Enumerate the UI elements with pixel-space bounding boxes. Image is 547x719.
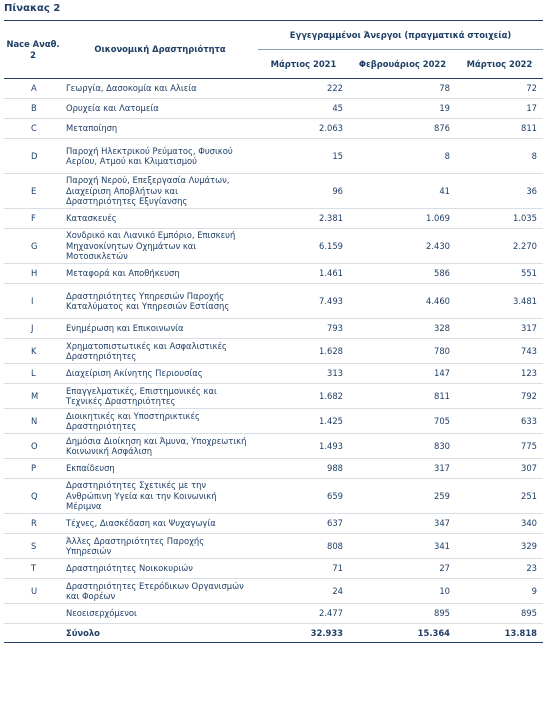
row-value-2: 347 [349,514,456,534]
table-row [4,604,543,624]
table-row [4,209,543,229]
table-row [4,384,543,409]
row-activity: Κατασκευές [62,209,258,229]
row-value-2: 341 [349,534,456,559]
row-code: B [4,99,62,119]
table-row [4,229,543,264]
row-activity: Δραστηριότητες Σχετικές με την Ανθρώπινη Υγεία και την Κοινωνική Μέριμνα [62,479,258,514]
table-row [4,139,543,174]
row-value-3: 340 [456,514,543,534]
row-value-2: 4.460 [349,284,456,319]
table-body [4,79,543,624]
header-group: Εγγεγραμμένοι Άνεργοι (πραγματικά στοιχεία) [258,21,543,50]
row-activity: Δραστηριότητες Νοικοκυριών [62,559,258,579]
table-row [4,534,543,559]
total-value-3: 13.818 [456,624,543,643]
row-value-1: 222 [258,79,349,99]
table-row [4,364,543,384]
row-activity: Γεωργία, Δασοκομία και Αλιεία [62,79,258,99]
table-row [4,559,543,579]
row-value-1: 1.628 [258,339,349,364]
row-code: C [4,119,62,139]
row-value-2: 41 [349,174,456,209]
row-activity: Μεταποίηση [62,119,258,139]
row-value-2: 895 [349,604,456,624]
row-code: I [4,284,62,319]
row-code: E [4,174,62,209]
row-code: R [4,514,62,534]
row-value-1: 1.461 [258,264,349,284]
row-value-2: 780 [349,339,456,364]
row-activity: Νεοεισερχόμενοι [62,604,258,624]
row-activity: Δραστηριότητες Υπηρεσιών Παροχής Καταλύματος και Υπηρεσιών Εστίασης [62,284,258,319]
row-value-3: 8 [456,139,543,174]
row-value-1: 988 [258,459,349,479]
total-code [4,624,62,643]
row-value-3: 72 [456,79,543,99]
row-activity: Τέχνες, Διασκέδαση και Ψυχαγωγία [62,514,258,534]
row-value-2: 19 [349,99,456,119]
header-period-2: Φεβρουάριος 2022 [349,50,456,79]
row-activity: Ορυχεία και Λατομεία [62,99,258,119]
row-value-2: 328 [349,319,456,339]
row-value-1: 659 [258,479,349,514]
row-activity: Διοικητικές και Υποστηρικτικές Δραστηριότητες [62,409,258,434]
table-caption: Πίνακας 2 [4,3,61,14]
row-value-3: 811 [456,119,543,139]
row-value-2: 830 [349,434,456,459]
row-activity: Παροχή Νερού, Επεξεργασία Λυμάτων, Διαχείριση Αποβλήτων και Δραστηριότητες Εξυγίανσης [62,174,258,209]
table-row [4,434,543,459]
row-value-3: 1.035 [456,209,543,229]
table-row [4,99,543,119]
table-row [4,79,543,99]
row-code: F [4,209,62,229]
row-value-2: 586 [349,264,456,284]
header-row-1 [4,21,543,50]
table-row [4,264,543,284]
row-value-2: 10 [349,579,456,604]
unemployment-table [4,20,543,643]
row-value-2: 705 [349,409,456,434]
row-value-1: 637 [258,514,349,534]
row-code: U [4,579,62,604]
row-code: Q [4,479,62,514]
row-value-2: 1.069 [349,209,456,229]
row-code: T [4,559,62,579]
row-code: A [4,79,62,99]
table-row [4,174,543,209]
table-row [4,319,543,339]
table-row [4,409,543,434]
header-code: Nace Αναθ. 2 [4,21,62,79]
row-value-3: 775 [456,434,543,459]
row-value-3: 123 [456,364,543,384]
row-value-2: 147 [349,364,456,384]
row-value-3: 633 [456,409,543,434]
row-value-2: 8 [349,139,456,174]
row-activity: Χονδρικό και Λιανικό Εμπόριο, Επισκευή Μηχανοκίνητων Οχημάτων και Μοτοσικλετών [62,229,258,264]
row-activity: Εκπαίδευση [62,459,258,479]
row-code: S [4,534,62,559]
row-value-1: 96 [258,174,349,209]
row-activity: Διαχείριση Ακίνητης Περιουσίας [62,364,258,384]
header-period-3: Μάρτιος 2022 [456,50,543,79]
row-value-3: 792 [456,384,543,409]
table-row [4,119,543,139]
row-code: N [4,409,62,434]
table-row [4,514,543,534]
total-value-1: 32.933 [258,624,349,643]
row-value-2: 876 [349,119,456,139]
row-value-3: 329 [456,534,543,559]
row-code: P [4,459,62,479]
row-value-2: 317 [349,459,456,479]
row-value-1: 15 [258,139,349,174]
row-activity: Δημόσια Διοίκηση και Άμυνα, Υποχρεωτική Κοινωνική Ασφάλιση [62,434,258,459]
row-value-2: 259 [349,479,456,514]
header-period-1: Μάρτιος 2021 [258,50,349,79]
row-activity: Επαγγελματικές, Επιστημονικές και Τεχνικές Δραστηριότητες [62,384,258,409]
row-value-3: 743 [456,339,543,364]
row-value-3: 2.270 [456,229,543,264]
row-activity: Παροχή Ηλεκτρικού Ρεύματος, Φυσικού Αερίου, Ατμού και Κλιματισμού [62,139,258,174]
row-value-1: 808 [258,534,349,559]
row-value-3: 36 [456,174,543,209]
row-value-1: 24 [258,579,349,604]
row-value-3: 3.481 [456,284,543,319]
row-value-1: 71 [258,559,349,579]
row-value-2: 78 [349,79,456,99]
table-row [4,579,543,604]
header-activity: Οικονομική Δραστηριότητα [62,21,258,79]
row-code: J [4,319,62,339]
row-value-3: 895 [456,604,543,624]
row-value-1: 7.493 [258,284,349,319]
row-value-3: 317 [456,319,543,339]
row-code: D [4,139,62,174]
row-value-3: 23 [456,559,543,579]
row-value-3: 17 [456,99,543,119]
row-activity: Δραστηριότητες Ετερόδικων Οργανισμών και Φορέων [62,579,258,604]
row-value-1: 793 [258,319,349,339]
row-code: M [4,384,62,409]
table-row [4,284,543,319]
table-row [4,479,543,514]
row-value-1: 1.425 [258,409,349,434]
row-code: G [4,229,62,264]
total-value-2: 15.364 [349,624,456,643]
row-value-1: 2.381 [258,209,349,229]
row-activity: Μεταφορά και Αποθήκευση [62,264,258,284]
table-row [4,339,543,364]
row-code: O [4,434,62,459]
row-activity: Χρηματοπιστωτικές και Ασφαλιστικές Δραστηριότητες [62,339,258,364]
row-code: H [4,264,62,284]
row-activity: Άλλες Δραστηριότητες Παροχής Υπηρεσιών [62,534,258,559]
row-code: L [4,364,62,384]
row-activity: Ενημέρωση και Επικοινωνία [62,319,258,339]
row-value-1: 1.682 [258,384,349,409]
row-value-1: 2.477 [258,604,349,624]
row-value-3: 251 [456,479,543,514]
row-value-1: 2.063 [258,119,349,139]
total-label: Σύνολο [62,624,258,643]
row-value-2: 811 [349,384,456,409]
row-value-1: 1.493 [258,434,349,459]
row-value-3: 9 [456,579,543,604]
row-value-2: 27 [349,559,456,579]
table-row [4,459,543,479]
row-value-3: 307 [456,459,543,479]
row-value-1: 313 [258,364,349,384]
row-value-1: 45 [258,99,349,119]
row-code [4,604,62,624]
row-code: K [4,339,62,364]
row-value-3: 551 [456,264,543,284]
row-value-1: 6.159 [258,229,349,264]
row-value-2: 2.430 [349,229,456,264]
total-row [4,624,543,643]
